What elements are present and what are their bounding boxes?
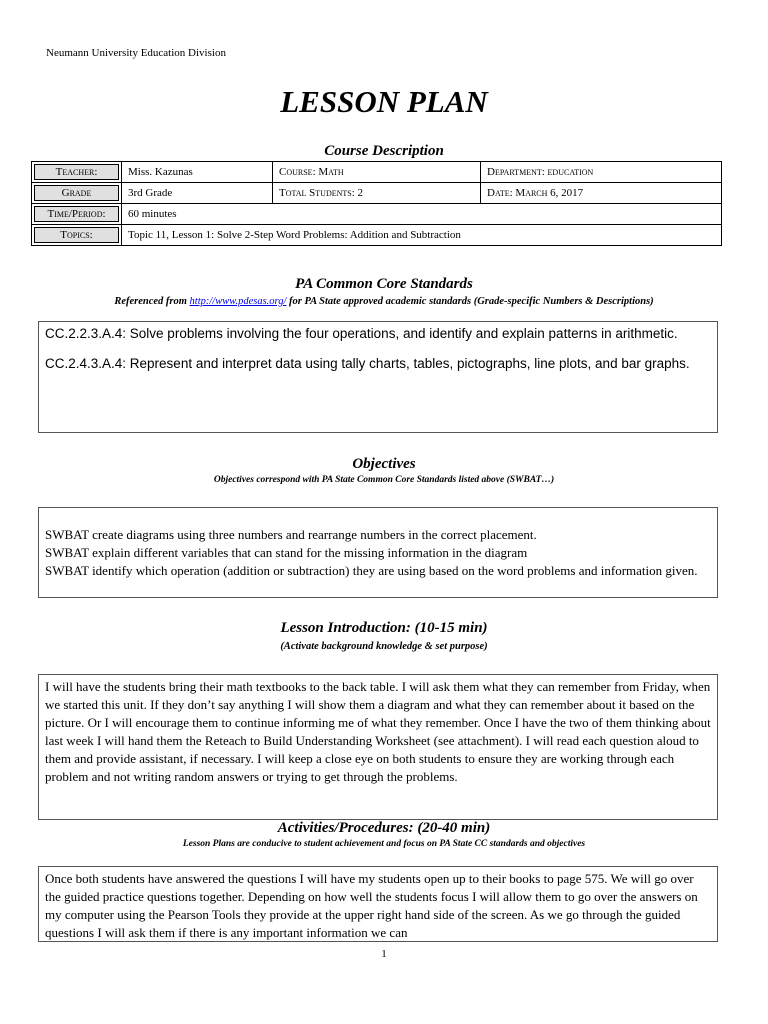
standards-subtitle bbox=[0, 296, 768, 307]
topics-label: Topics: bbox=[32, 225, 122, 246]
standard-item: CC.2.4.3.A.4: Represent and interpret data using tally charts, tables, pictographs, line plots, and bar graphs. bbox=[45, 356, 690, 371]
teacher-label: Teacher: bbox=[32, 162, 122, 183]
activities-subtitle: Lesson Plans are conducive to student achievement and focus on PA State CC standards and objectives bbox=[182, 839, 586, 849]
division-header: Neumann University Education Division bbox=[46, 47, 226, 59]
standards-title: PA Common Core Standards bbox=[295, 276, 473, 292]
table-row bbox=[32, 162, 722, 183]
course-value: Course: Math bbox=[273, 162, 481, 183]
page-title: LESSON PLAN bbox=[280, 84, 488, 119]
department-value: Department: education bbox=[481, 162, 722, 183]
table-row bbox=[32, 183, 722, 204]
table-row bbox=[32, 225, 722, 246]
date-value: Date: March 6, 2017 bbox=[481, 183, 722, 204]
objective-item: SWBAT create diagrams using three numbers and rearrange numbers in the correct placement. bbox=[45, 527, 537, 542]
page-number: 1 bbox=[381, 948, 387, 960]
course-description-title: Course Description bbox=[324, 143, 444, 159]
teacher-value: Miss. Kazunas bbox=[122, 162, 273, 183]
standards-subtitle-prefix: Referenced from bbox=[114, 296, 190, 307]
grade-label: Grade bbox=[32, 183, 122, 204]
time-period-label: Time/Period: bbox=[32, 204, 122, 225]
standards-box bbox=[38, 321, 718, 433]
introduction-title: Lesson Introduction: (10-15 min) bbox=[280, 620, 488, 636]
activities-text: Once both students have answered the questions I will have my students open up to their books to page 575. We will go over the guided practice questions together. Depending on how well the students focus I will allow them to go over the answers on my computer using the Pearson Tools they provide at the upper right hand side of the screen. As we go through the guided questions I will ask them if there is any important information we can bbox=[45, 871, 698, 940]
time-period-value: 60 minutes bbox=[122, 204, 722, 225]
objective-item: SWBAT identify which operation (addition or subtraction) they are using based on the word problems and information given. bbox=[45, 563, 698, 578]
total-students-value: Total Students: 2 bbox=[273, 183, 481, 204]
activities-box bbox=[38, 866, 718, 942]
introduction-box bbox=[38, 674, 718, 820]
table-row bbox=[32, 204, 722, 225]
objectives-subtitle: Objectives correspond with PA State Common Core Standards listed above (SWBAT…) bbox=[213, 475, 555, 485]
course-description-table bbox=[31, 161, 722, 246]
objectives-box bbox=[38, 507, 718, 598]
introduction-subtitle: (Activate background knowledge & set purpose) bbox=[280, 641, 488, 652]
topics-value: Topic 11, Lesson 1: Solve 2-Step Word Problems: Addition and Subtraction bbox=[122, 225, 722, 246]
activities-title: Activities/Procedures: (20-40 min) bbox=[277, 820, 491, 836]
pdesas-link[interactable]: http://www.pdesas.org/ bbox=[189, 296, 287, 307]
introduction-text: I will have the students bring their math textbooks to the back table. I will ask them what they can remember from Friday, when we started this unit. If they don’t say anything I will show them a diagram and what they can remember about it based on the picture. Or I will encourage them to continue informing me of what they remember. Once I have the two of them thinking about last week I will hand them the Reteach to Build Understanding Worksheet (see attachment). I will read each question aloud to them and provide assistant, if necessary. I will keep a close eye on both students to ensure they are working through each problem and not writing random answers or trying to get through the problems. bbox=[45, 679, 711, 784]
objective-item: SWBAT explain different variables that can stand for the missing information in the diagram bbox=[45, 545, 528, 560]
grade-value: 3rd Grade bbox=[122, 183, 273, 204]
standard-item: CC.2.2.3.A.4: Solve problems involving the four operations, and identify and explain patterns in arithmetic. bbox=[45, 326, 678, 341]
objectives-title: Objectives bbox=[352, 456, 416, 472]
standards-subtitle-suffix: for PA State approved academic standards (Grade-specific Numbers & Descriptions) bbox=[286, 296, 654, 307]
